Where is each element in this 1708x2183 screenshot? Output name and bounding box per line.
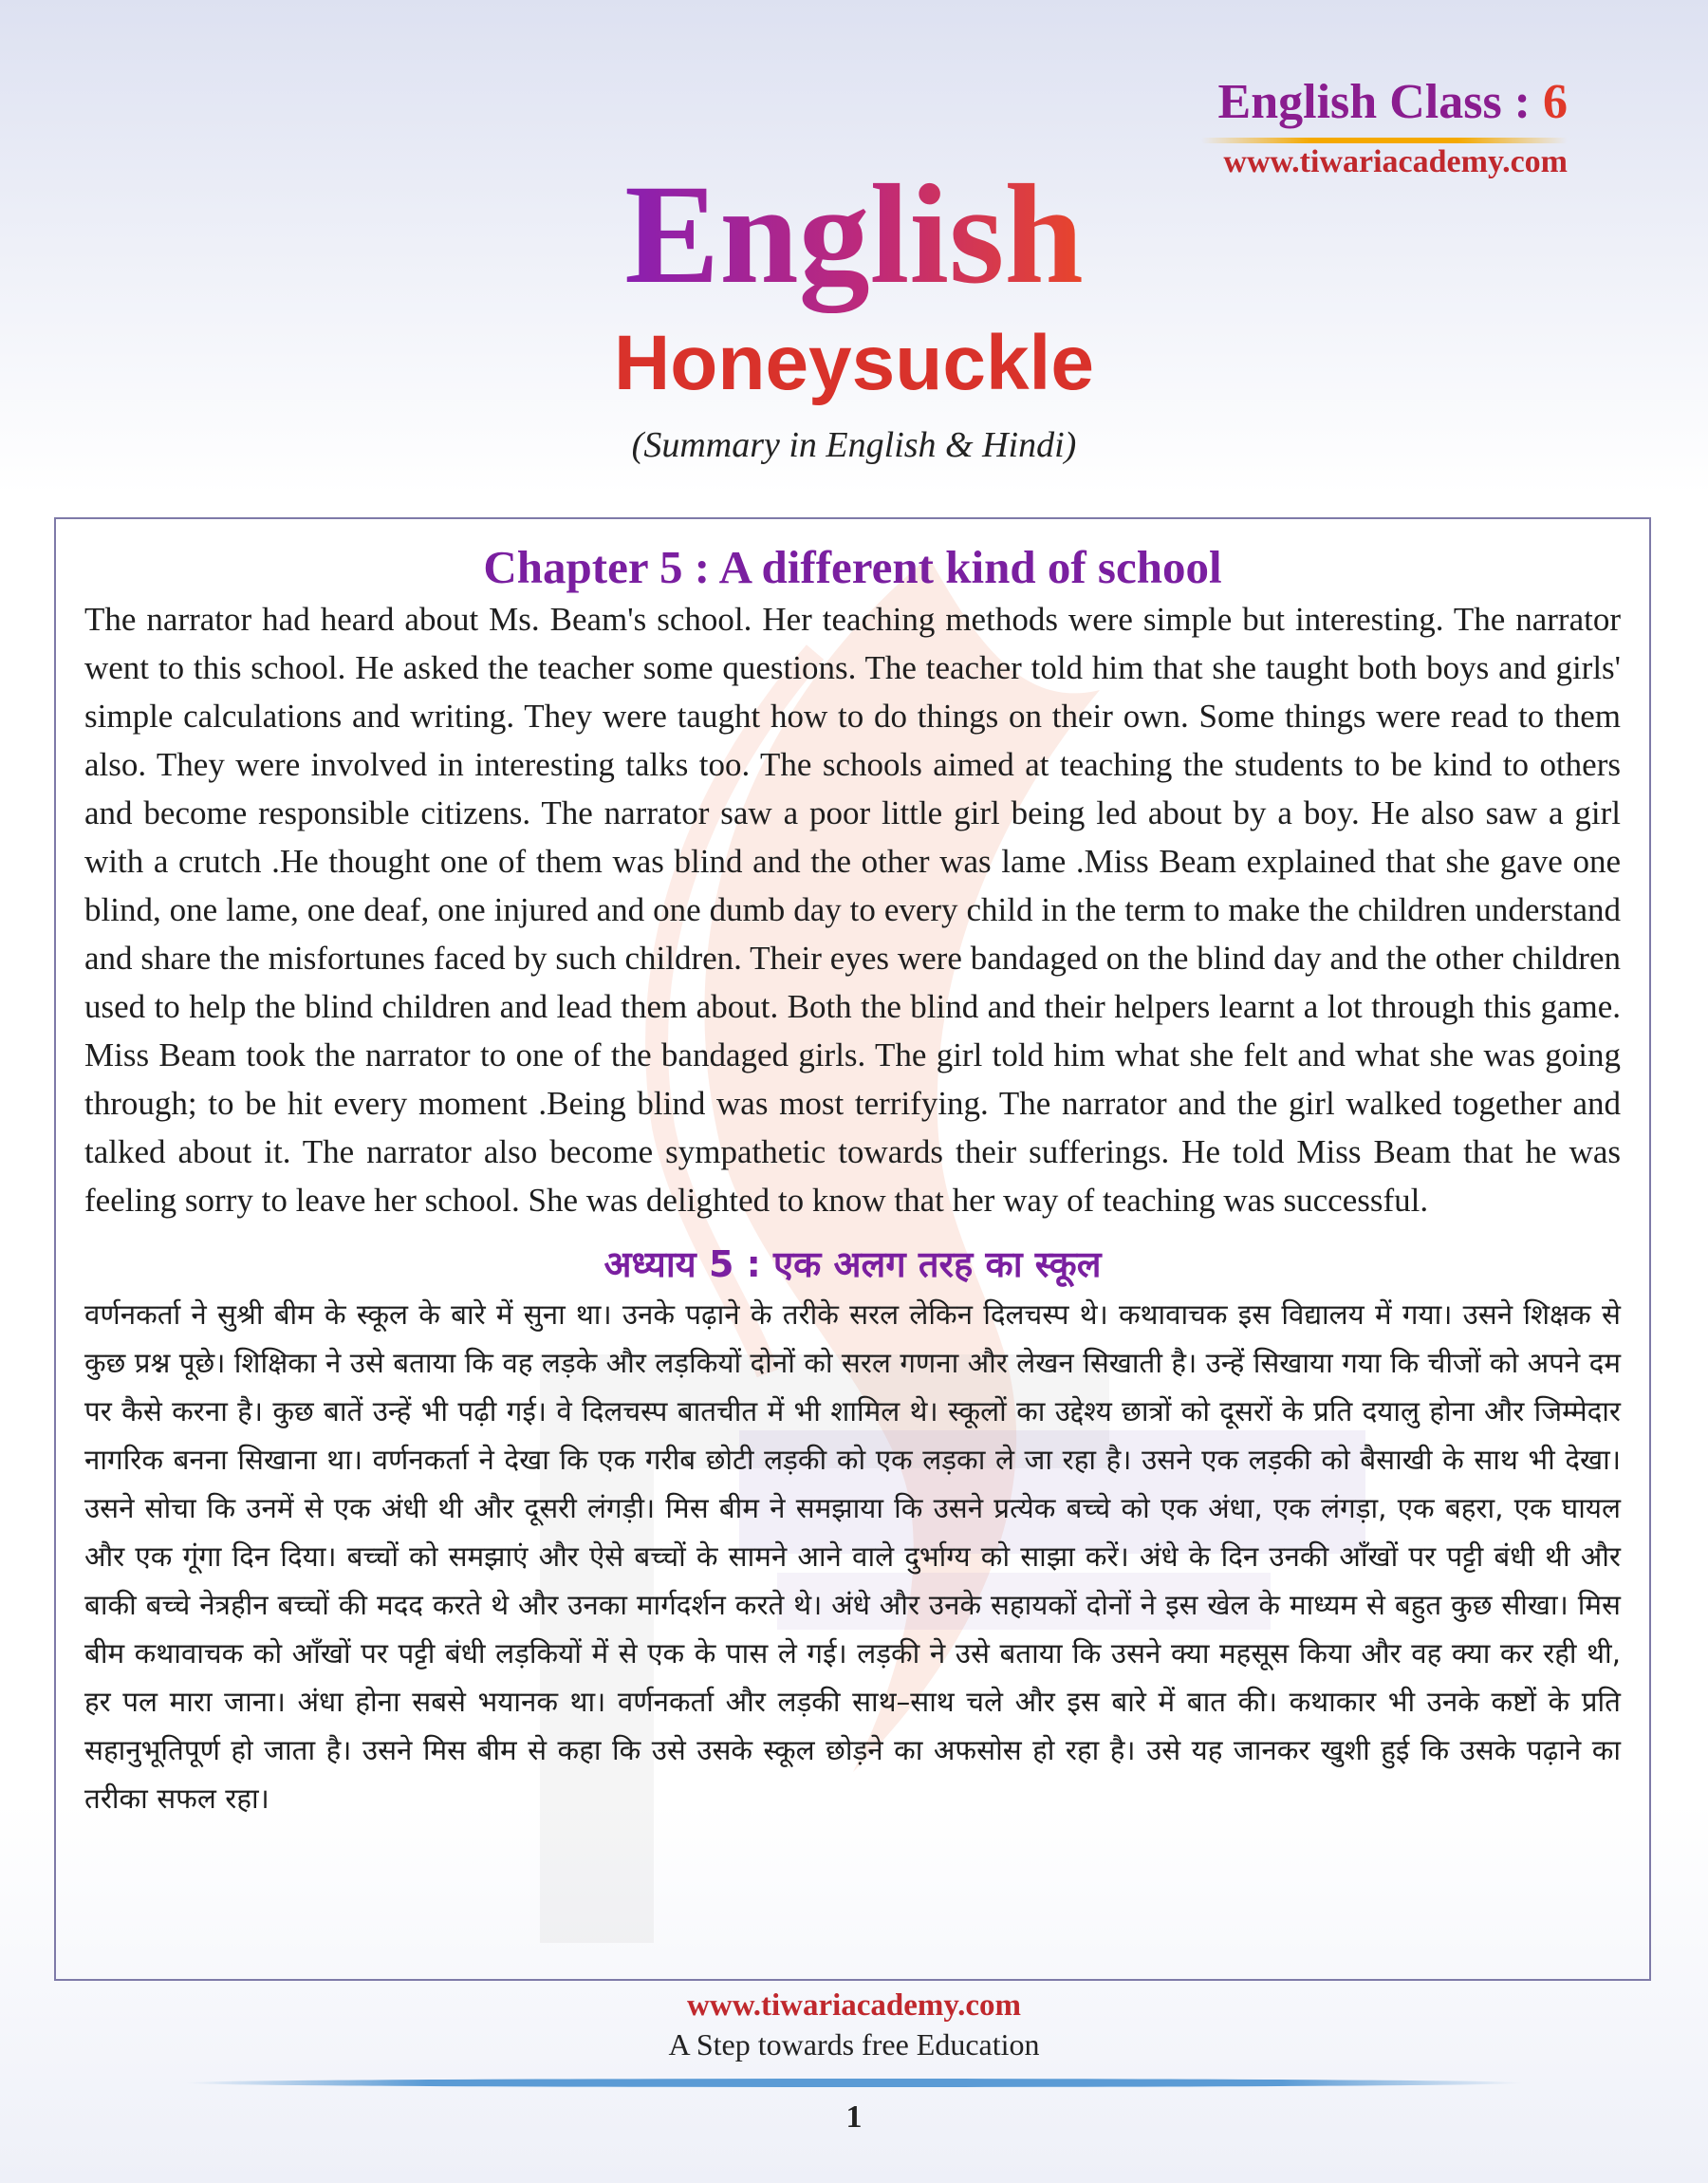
content-box	[54, 517, 1651, 1981]
footer-tagline: A Step towards free Education	[668, 2027, 1040, 2062]
header-underline	[1201, 138, 1568, 143]
chapter-heading-english: Chapter 5 : A different kind of school	[483, 541, 1222, 593]
class-label	[1217, 75, 1568, 129]
footer-website-link[interactable]: www.tiwariacademy.com	[687, 1988, 1021, 2023]
english-summary-paragraph: The narrator had heard about Ms. Beam's school. Her teaching methods were simple but interesting. The narrator went to this school. He asked the teacher some questions. The teacher told him that she taught both boys and girls' simple calculations and writing. They were taught how to do things on their own. Some things were read to them also. They were involved in interesting talks too. The schools aimed at teaching the students to be kind to others and become responsible citizens. The narrator saw a poor little girl being led about by a boy. He also saw a girl with a crutch .He thought one of them was blind and the other was lame .Miss Beam explained that she gave one blind, one lame, one deaf, one injured and one dumb day to every child in the term to make the children understand and share the misfortunes faced by such children. Their eyes were bandaged on the blind day and the other children used to help the blind children and lead them about. Both the blind and their helpers learnt a lot through this game. Miss Beam took the narrator to one of the bandaged girls. The girl told him what she felt and what she was going through; to be hit every moment .Being blind was most terrifying. The narrator and the girl walked together and talked about it. The narrator also become sympathetic towards their sufferings. He told Miss Beam that he was feeling sorry to leave her school. She was delighted to know that her way of teaching was successful.	[84, 600, 1621, 1219]
header-website-link[interactable]: www.tiwariacademy.com	[1223, 144, 1568, 179]
class-label-text: English Class :	[1217, 75, 1543, 129]
page-number: 1	[845, 2099, 863, 2135]
page-title-text: English	[624, 156, 1084, 313]
hindi-summary-paragraph: वर्णनकर्ता ने सुश्री बीम के स्कूल के बारे में सुना था। उनके पढ़ाने के तरीके सरल लेकिन दिलचस्प थे। कथावाचक इस विद्यालय में गया। उसने शिक्षक से कुछ प्रश्न पूछे। शिक्षिका ने उसे बताया कि वह लड़के और लड़कियों दोनों को सरल गणना और लेखन सिखाती है। उन्हें सिखाया गया कि चीजों को अपने दम पर कैसे करना है। कुछ बातें उन्हें भी पढ़ी गई। वे दिलचस्प बातचीत में भी शामिल थे। स्कूलों का उद्देश्य छात्रों को दूसरों के प्रति दयालु होना और जिम्मेदार नागरिक बनना सिखाना था। वर्णनकर्ता ने देखा कि एक गरीब छोटी लड़की को एक लड़का ले जा रहा है। उसने एक लड़की को बैसाखी के साथ भी देखा। उसने सोचा कि उनमें से एक अंधी थी और दूसरी लंगड़ी। मिस बीम ने समझाया कि उसने प्रत्येक बच्चे को एक अंधा, एक लंगड़ा, एक बहरा, एक घायल और एक गूंगा दिन दिया। बच्चों को समझाएं और ऐसे बच्चों के सामने आने वाले दुर्भाग्य को साझा करें। अंधे के दिन उनकी आँखों पर पट्टी बंधी थी और बाकी बच्चे नेत्रहीन बच्चों की मदद करते थे और उनका मार्गदर्शन करते थे। अंधे और उनके सहायकों दोनों ने इस खेल के माध्यम से बहुत कुछ सीखा। मिस बीम कथावाचक को आँखों पर पट्टी बंधी लड़कियों में से एक के पास ले गई। लड़की ने उसे बताया कि उसने क्या महसूस किया और वह क्या कर रही थी, हर पल मारा जाना। अंधा होना सबसे भयानक था। वर्णनकर्ता और लड़की साथ–साथ चले और इस बारे में बात की। कथाकार भी उनके कष्टों के प्रति सहानुभूतिपूर्ण हो जाता है। उसने मिस बीम से कहा कि उसे उसके स्कूल छोड़ने का अफसोस हो रहा है। उसे यह जानकर खुशी हुई कि उसके पढ़ाने का तरीका सफल रहा।	[84, 1297, 1621, 1815]
chapter-heading-hindi: अध्याय 5 : एक अलग तरह का स्कूल	[603, 1242, 1102, 1285]
class-number: 6	[1543, 75, 1568, 129]
summary-note: (Summary in English & Hindi)	[631, 425, 1077, 465]
book-name: Honeysuckle	[614, 320, 1094, 406]
footer-divider	[185, 2079, 1523, 2087]
